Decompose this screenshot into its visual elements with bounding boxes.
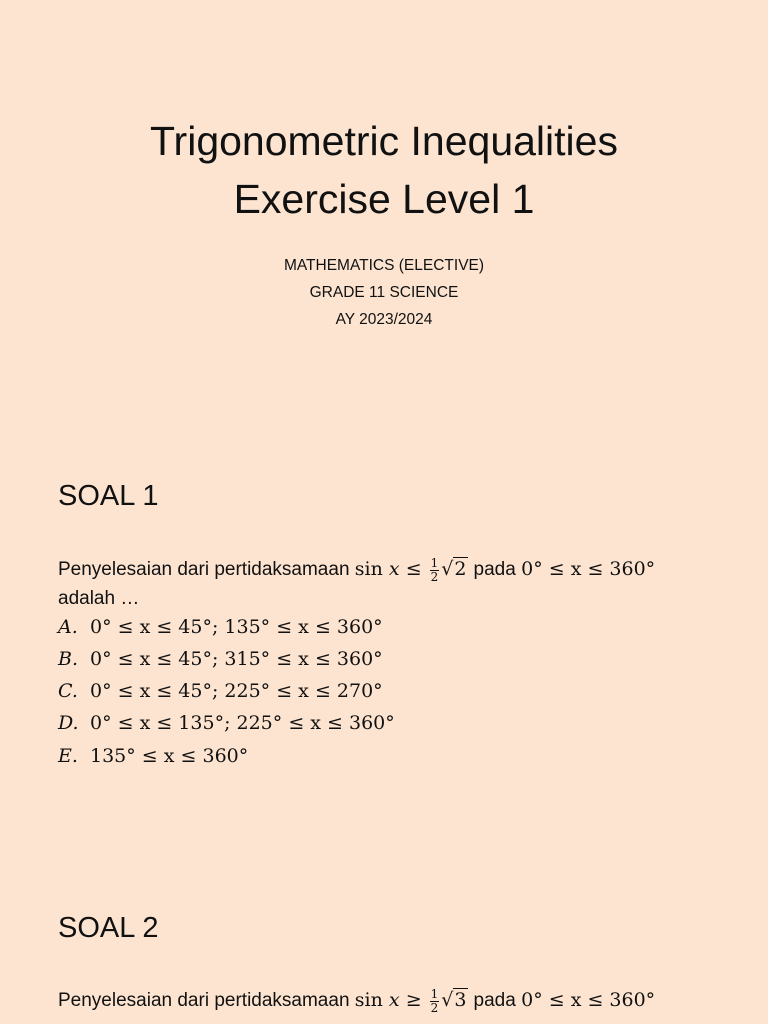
fraction-denominator: 2 — [430, 1000, 439, 1015]
stem-prefix: Penyelesaian dari pertidaksamaan — [58, 559, 350, 580]
inequality-expression — [354, 555, 474, 584]
title-line-1: Trigonometric Inequalities — [150, 118, 618, 164]
radicand: 2 — [454, 558, 467, 580]
subtitle-year: AY 2023/2024 — [335, 311, 433, 328]
option-text: 0° ≤ x ≤ 135°; 225° ≤ x ≤ 360° — [90, 712, 395, 734]
inequality-expression — [354, 986, 474, 1015]
option-letter: A. — [58, 616, 78, 638]
subtitle-subject: MATHEMATICS (ELECTIVE) — [283, 257, 485, 274]
fraction — [430, 988, 440, 1015]
variable: x — [388, 558, 400, 580]
fraction-numerator: 1 — [430, 555, 439, 570]
soal-2-heading: SOAL 2 — [58, 912, 159, 944]
slide-subtitle — [0, 252, 768, 333]
soal-1-heading: SOAL 1 — [58, 480, 159, 512]
option-text: 0° ≤ x ≤ 45°; 135° ≤ x ≤ 360° — [90, 616, 383, 638]
soal-1-stem-suffix: adalah … — [58, 588, 140, 609]
fraction-numerator: 1 — [430, 986, 439, 1001]
option-text: 0° ≤ x ≤ 45°; 315° ≤ x ≤ 360° — [90, 648, 383, 670]
title-line-2: Exercise Level 1 — [233, 176, 535, 222]
option-text: 0° ≤ x ≤ 45°; 225° ≤ x ≤ 270° — [90, 680, 383, 702]
radicand: 3 — [454, 989, 467, 1011]
subtitle-grade: GRADE 11 SCIENCE — [309, 284, 459, 301]
domain-word: pada — [473, 559, 516, 580]
option-letter: E. — [58, 745, 78, 767]
soal-2-stem — [58, 984, 655, 1017]
option-c[interactable] — [58, 680, 383, 703]
option-d[interactable] — [58, 712, 395, 735]
square-root: √3 — [441, 989, 467, 1011]
domain-word: pada — [473, 990, 516, 1011]
domain-expression: 0° ≤ x ≤ 360° — [521, 989, 656, 1011]
stem-prefix: Penyelesaian dari pertidaksamaan — [58, 990, 350, 1011]
relation-symbol: ≥ — [405, 989, 422, 1011]
domain-expression: 0° ≤ x ≤ 360° — [521, 558, 656, 580]
title-slide — [0, 0, 768, 420]
option-text: 135° ≤ x ≤ 360° — [90, 745, 249, 767]
variable: x — [388, 989, 400, 1011]
option-e[interactable] — [58, 745, 248, 768]
soal-1-stem — [58, 553, 655, 586]
function-name: sin — [354, 558, 383, 580]
slide-title — [0, 112, 768, 228]
relation-symbol: ≤ — [405, 558, 422, 580]
option-a[interactable] — [58, 616, 383, 639]
option-b[interactable] — [58, 648, 383, 671]
option-letter: D. — [58, 712, 79, 734]
option-letter: B. — [58, 648, 79, 670]
option-letter: C. — [58, 680, 78, 702]
fraction — [430, 557, 440, 584]
fraction-denominator: 2 — [430, 569, 439, 584]
square-root: √2 — [441, 558, 467, 580]
function-name: sin — [354, 989, 383, 1011]
